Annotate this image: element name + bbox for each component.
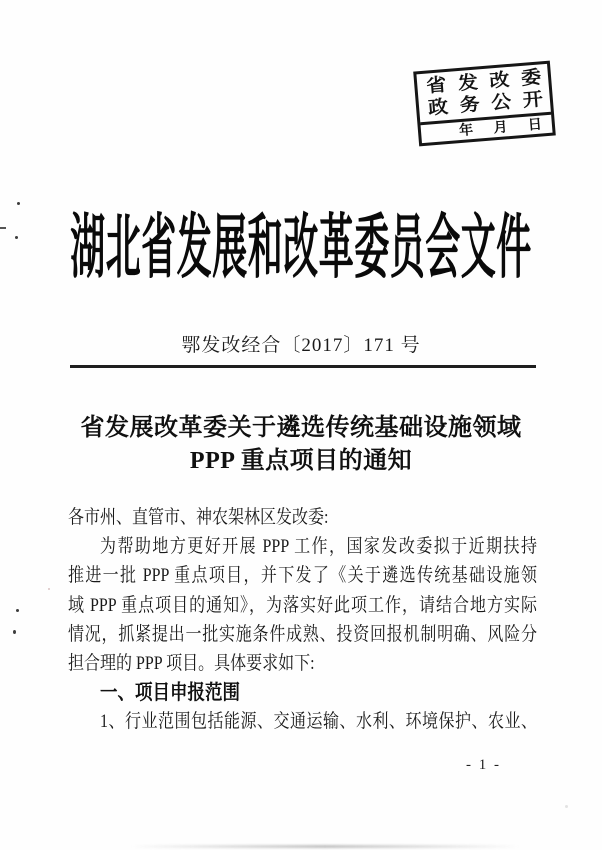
notice-title bbox=[0, 412, 602, 478]
body-line: 担合理的 PPP 项目。具体要求如下: bbox=[68, 653, 315, 674]
scan-speck bbox=[16, 609, 19, 612]
body-line-salutation: 各市州、直管市、神农架林区发改委: bbox=[68, 507, 329, 528]
body-line: 域 PPP 重点项目的通知》，为落实好此项工作，请结合地方实际 bbox=[68, 595, 537, 616]
body-line: 情况，抓紧提出一批实施条件成熟、投资回报机制明确、风险分 bbox=[68, 624, 537, 645]
body-line: 为帮助地方更好开展 PPP 工作，国家发改委拟于近期扶持 bbox=[100, 536, 537, 557]
notice-title-line-2: PPP 重点项目的通知 bbox=[189, 448, 413, 474]
notice-title-line-1: 省发展改革委关于遴选传统基础设施领域 bbox=[80, 415, 522, 441]
scan-speck bbox=[15, 236, 18, 239]
scan-speck bbox=[565, 805, 568, 808]
section-heading: 一、项目申报范围 bbox=[100, 680, 240, 704]
scan-speck bbox=[48, 588, 50, 590]
letterhead-title: 湖北省发展和改革委员会文件 bbox=[70, 209, 532, 287]
body-line: 1、行业范围包括能源、交通运输、水利、环境保护、农业、 bbox=[100, 711, 537, 732]
official-stamp bbox=[413, 61, 556, 147]
stamp-line-2: 政务公开 bbox=[427, 89, 544, 119]
page-number: - 1 - bbox=[466, 757, 501, 773]
body-text bbox=[68, 503, 537, 737]
document-number: 鄂发改经合〔2017〕171 号 bbox=[181, 335, 421, 356]
scan-smudge bbox=[130, 845, 520, 848]
separator-rule bbox=[70, 365, 536, 368]
body-line: 推进一批 PPP 重点项目，并下发了《关于遴选传统基础设施领 bbox=[68, 565, 537, 586]
scan-speck bbox=[13, 630, 16, 634]
scan-speck bbox=[0, 227, 6, 229]
stamp-date-line: 年 月 日 bbox=[420, 112, 552, 143]
letterhead bbox=[0, 209, 602, 287]
stamp-line-1: 省发改委 bbox=[425, 66, 542, 97]
scan-speck bbox=[17, 202, 20, 205]
